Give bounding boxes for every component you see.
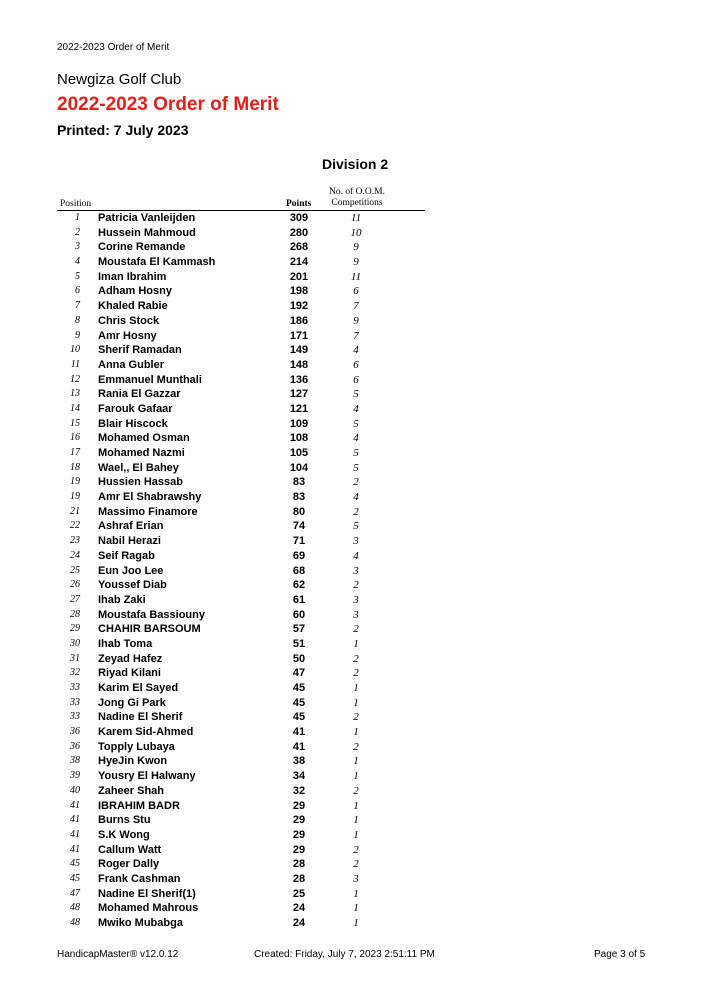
position-cell: 12	[70, 373, 80, 385]
table-row	[0, 666, 707, 681]
competitions-cell: 11	[350, 270, 362, 283]
player-name-cell: Karim El Sayed	[98, 682, 179, 694]
competitions-cell: 1	[353, 637, 359, 650]
competitions-cell: 3	[353, 535, 359, 548]
competitions-cell: 1	[353, 726, 359, 739]
table-row	[0, 519, 707, 534]
position-cell: 38	[70, 755, 80, 767]
table-row	[0, 226, 707, 241]
points-cell: 83	[292, 491, 306, 504]
competitions-cell: 2	[353, 667, 359, 680]
position-cell: 27	[70, 593, 80, 605]
column-header-position: Position	[60, 199, 92, 209]
table-row	[0, 901, 707, 916]
table-row	[0, 710, 707, 725]
player-name-cell: Hussien Hassab	[98, 476, 183, 489]
player-name-cell: Nadine El Sherif	[98, 711, 183, 724]
competitions-cell: 1	[353, 799, 359, 812]
position-cell: 36	[70, 726, 80, 738]
table-row	[0, 578, 707, 593]
table-row	[0, 608, 707, 623]
competitions-cell: 2	[353, 843, 359, 856]
table-row	[0, 461, 707, 476]
points-cell: 268	[289, 241, 309, 254]
player-name-cell: Zeyad Hafez	[98, 652, 163, 665]
player-name-cell: Youssef Diab	[98, 579, 167, 592]
points-cell: 32	[292, 784, 306, 797]
player-name-cell: Yousry El Halwany	[98, 770, 196, 783]
competitions-cell: 9	[353, 314, 359, 327]
report-title: 2022-2023 Order of Merit	[57, 94, 279, 115]
competitions-cell: 2	[353, 858, 359, 871]
standings-table	[0, 211, 707, 931]
player-name-cell: Hussein Mahmoud	[98, 226, 196, 239]
points-cell: 41	[292, 740, 306, 753]
points-cell: 201	[289, 270, 309, 283]
points-cell: 148	[289, 358, 309, 371]
player-name-cell: Khaled Rabie	[98, 300, 168, 313]
points-cell: 24	[292, 917, 306, 929]
points-cell: 47	[292, 667, 306, 680]
table-row	[0, 916, 707, 931]
position-cell: 23	[70, 535, 80, 547]
points-cell: 34	[292, 770, 306, 783]
points-cell: 28	[292, 858, 306, 871]
table-row	[0, 593, 707, 608]
table-row	[0, 725, 707, 740]
competitions-cell: 2	[353, 623, 359, 636]
points-cell: 121	[289, 402, 309, 415]
table-row	[0, 314, 707, 329]
position-cell: 13	[70, 388, 80, 400]
player-name-cell: Topply Lubaya	[98, 740, 175, 753]
points-cell: 24	[292, 902, 306, 915]
competitions-cell: 5	[353, 417, 359, 430]
player-name-cell: CHAHIR BARSOUM	[98, 623, 201, 636]
position-cell: 33	[70, 682, 80, 693]
points-cell: 74	[292, 520, 306, 533]
position-cell: 10	[70, 344, 80, 356]
position-cell: 17	[70, 447, 80, 458]
table-row	[0, 373, 707, 388]
division-heading: Division 2	[322, 156, 389, 172]
competitions-cell: 10	[350, 226, 362, 239]
table-row	[0, 284, 707, 299]
competitions-cell: 9	[353, 241, 359, 254]
competitions-cell: 1	[353, 755, 359, 768]
position-cell: 45	[70, 858, 80, 870]
footer-page-number: Page 3 of 5	[594, 949, 646, 960]
points-cell: 29	[292, 828, 306, 841]
competitions-cell: 1	[353, 828, 359, 841]
position-cell: 8	[75, 314, 80, 326]
table-row	[0, 681, 707, 696]
points-cell: 25	[292, 887, 306, 900]
table-row	[0, 417, 707, 432]
competitions-cell: 2	[353, 579, 359, 592]
player-name-cell: Ihab Zaki	[98, 593, 146, 606]
player-name-cell: Sherif Ramadan	[98, 344, 182, 357]
competitions-cell: 3	[353, 608, 359, 621]
position-cell: 15	[70, 417, 80, 429]
competitions-cell: 1	[353, 917, 359, 929]
points-cell: 69	[292, 549, 306, 562]
table-row	[0, 564, 707, 579]
table-row	[0, 637, 707, 652]
player-name-cell: Wael,, El Bahey	[98, 461, 179, 474]
points-cell: 68	[292, 564, 306, 577]
table-row	[0, 270, 707, 285]
points-cell: 80	[292, 505, 306, 518]
column-header-competitions	[322, 187, 392, 209]
player-name-cell: Burns Stu	[98, 814, 151, 827]
competitions-cell: 2	[353, 784, 359, 797]
table-row	[0, 549, 707, 564]
player-name-cell: Zaheer Shah	[98, 784, 165, 797]
competitions-cell: 2	[353, 711, 359, 724]
competitions-cell: 5	[353, 447, 359, 459]
table-row	[0, 872, 707, 887]
position-cell: 4	[75, 256, 80, 268]
competitions-cell: 4	[353, 344, 359, 357]
table-row	[0, 431, 707, 446]
position-cell: 1	[75, 212, 80, 223]
points-cell: 29	[292, 843, 306, 856]
competitions-cell: 4	[353, 432, 359, 445]
competitions-cell: 11	[350, 212, 362, 224]
points-cell: 214	[289, 256, 309, 269]
competitions-cell: 3	[353, 593, 359, 606]
player-name-cell: Frank Cashman	[98, 872, 181, 885]
competitions-cell: 2	[353, 740, 359, 753]
position-cell: 19	[70, 491, 80, 503]
position-cell: 28	[70, 608, 80, 620]
table-row	[0, 784, 707, 799]
table-row	[0, 255, 707, 270]
table-row	[0, 652, 707, 667]
player-name-cell: HyeJin Kwon	[98, 755, 168, 768]
footer-software: HandicapMaster® v12.0.12	[57, 949, 179, 960]
competitions-cell: 5	[353, 388, 359, 401]
points-cell: 38	[292, 755, 306, 768]
table-row	[0, 475, 707, 490]
player-name-cell: Amr Hosny	[98, 329, 157, 342]
competitions-cell: 4	[353, 491, 359, 504]
position-cell: 2	[75, 226, 80, 238]
table-row	[0, 843, 707, 858]
player-name-cell: Patricia Vanleijden	[98, 212, 196, 224]
position-cell: 22	[70, 520, 80, 532]
player-name-cell: Roger Dally	[98, 858, 160, 871]
points-cell: 28	[292, 872, 306, 885]
competitions-cell: 3	[353, 564, 359, 577]
table-row	[0, 740, 707, 755]
table-row	[0, 857, 707, 872]
competitions-cell: 9	[353, 256, 359, 269]
points-cell: 198	[289, 285, 309, 298]
player-name-cell: Mohamed Osman	[98, 432, 190, 445]
printed-date: Printed: 7 July 2023	[57, 122, 189, 138]
competitions-cell: 2	[353, 505, 359, 518]
competitions-cell: 1	[353, 814, 359, 827]
position-cell: 6	[75, 285, 80, 297]
table-row	[0, 299, 707, 314]
points-cell: 309	[289, 212, 309, 224]
player-name-cell: IBRAHIM BADR	[98, 799, 180, 812]
points-cell: 61	[292, 593, 306, 606]
table-row	[0, 534, 707, 549]
competitions-cell: 6	[353, 285, 359, 298]
competitions-cell: 2	[353, 652, 359, 665]
footer-created: Created: Friday, July 7, 2023 2:51:11 PM	[254, 949, 435, 960]
position-cell: 40	[70, 784, 80, 796]
points-cell: 50	[292, 652, 306, 665]
table-row	[0, 813, 707, 828]
position-cell: 48	[70, 917, 80, 928]
position-cell: 41	[70, 814, 80, 826]
competitions-cell: 2	[353, 476, 359, 489]
points-cell: 51	[292, 637, 306, 650]
points-cell: 171	[289, 329, 309, 342]
competitions-cell: 3	[353, 872, 359, 885]
player-name-cell: Mohamed Mahrous	[98, 902, 199, 915]
competitions-cell: 1	[353, 902, 359, 915]
points-cell: 104	[289, 461, 309, 474]
points-cell: 83	[292, 476, 306, 489]
points-cell: 45	[292, 682, 306, 694]
competitions-cell: 1	[353, 770, 359, 783]
points-cell: 186	[289, 314, 309, 327]
player-name-cell: Iman Ibrahim	[98, 270, 167, 283]
player-name-cell: Ihab Toma	[98, 637, 153, 650]
competitions-cell: 4	[353, 549, 359, 562]
position-cell: 24	[70, 549, 80, 561]
points-cell: 57	[292, 623, 306, 636]
position-cell: 32	[70, 667, 80, 679]
table-row	[0, 446, 707, 461]
position-cell: 14	[70, 402, 80, 414]
player-name-cell: Jong Gi Park	[98, 696, 166, 709]
table-row	[0, 387, 707, 402]
position-cell: 33	[70, 711, 80, 723]
club-name: Newgiza Golf Club	[57, 71, 182, 88]
points-cell: 192	[289, 300, 309, 313]
competitions-cell: 5	[353, 520, 359, 533]
position-cell: 18	[70, 461, 80, 473]
table-row	[0, 343, 707, 358]
points-cell: 280	[289, 226, 309, 239]
player-name-cell: Emmanuel Munthali	[98, 373, 202, 386]
player-name-cell: Blair Hiscock	[98, 417, 168, 430]
column-header-competitions-line1: No. of O.O.M.	[329, 187, 385, 197]
points-cell: 136	[289, 373, 309, 386]
player-name-cell: Mwiko Mubabga	[98, 917, 183, 929]
table-row	[0, 622, 707, 637]
position-cell: 30	[70, 637, 80, 649]
table-row	[0, 240, 707, 255]
table-row	[0, 490, 707, 505]
competitions-cell: 5	[353, 461, 359, 474]
position-cell: 41	[70, 843, 80, 855]
table-row	[0, 696, 707, 711]
points-cell: 60	[292, 608, 306, 621]
player-name-cell: Farouk Gafaar	[98, 402, 173, 415]
points-cell: 41	[292, 726, 306, 739]
player-name-cell: Karem Sid-Ahmed	[98, 726, 194, 739]
table-row	[0, 358, 707, 373]
player-name-cell: Callum Watt	[98, 843, 162, 856]
player-name-cell: Adham Hosny	[98, 285, 172, 298]
player-name-cell: Rania El Gazzar	[98, 388, 181, 401]
position-cell: 36	[70, 740, 80, 752]
player-name-cell: Nabil Herazi	[98, 535, 161, 548]
table-row	[0, 402, 707, 417]
position-cell: 16	[70, 432, 80, 444]
competitions-cell: 7	[353, 329, 359, 342]
player-name-cell: S.K Wong	[98, 828, 150, 841]
player-name-cell: Nadine El Sherif(1)	[98, 887, 196, 900]
column-header-points: Points	[286, 199, 312, 209]
points-cell: 109	[289, 417, 309, 430]
player-name-cell: Anna Gubler	[98, 358, 165, 371]
player-name-cell: Chris Stock	[98, 314, 160, 327]
position-cell: 47	[70, 887, 80, 899]
points-cell: 127	[289, 388, 309, 401]
points-cell: 108	[289, 432, 309, 445]
position-cell: 7	[75, 300, 80, 312]
competitions-cell: 1	[353, 696, 359, 709]
position-cell: 5	[75, 270, 80, 282]
table-row	[0, 505, 707, 520]
table-row	[0, 799, 707, 814]
player-name-cell: Eun Joo Lee	[98, 564, 164, 577]
position-cell: 26	[70, 579, 80, 591]
competitions-cell: 6	[353, 373, 359, 386]
table-row	[0, 329, 707, 344]
position-cell: 19	[70, 476, 80, 488]
points-cell: 45	[292, 696, 306, 709]
column-header-competitions-line2: Competitions	[331, 198, 383, 208]
competitions-cell: 6	[353, 358, 359, 371]
position-cell: 21	[70, 505, 80, 517]
player-name-cell: Moustafa Bassiouny	[98, 608, 205, 621]
points-cell: 149	[289, 344, 309, 357]
competitions-cell: 1	[353, 682, 359, 694]
table-row	[0, 828, 707, 843]
position-cell: 48	[70, 902, 80, 914]
player-name-cell: Massimo Finamore	[98, 505, 198, 518]
position-cell: 9	[75, 329, 80, 341]
player-name-cell: Mohamed Nazmi	[98, 447, 185, 459]
player-name-cell: Corine Remande	[98, 241, 186, 254]
table-row	[0, 769, 707, 784]
points-cell: 62	[292, 579, 306, 592]
points-cell: 71	[292, 535, 306, 548]
player-name-cell: Ashraf Erian	[98, 520, 164, 533]
player-name-cell: Seif Ragab	[98, 549, 155, 562]
player-name-cell: Amr El Shabrawshy	[98, 491, 202, 504]
position-cell: 31	[70, 652, 80, 664]
player-name-cell: Moustafa El Kammash	[98, 256, 216, 269]
position-cell: 11	[70, 358, 80, 370]
points-cell: 105	[289, 447, 309, 459]
points-cell: 45	[292, 711, 306, 724]
position-cell: 41	[70, 799, 80, 811]
player-name-cell: Riyad Kilani	[98, 667, 161, 680]
competitions-cell: 7	[353, 300, 359, 313]
points-cell: 29	[292, 814, 306, 827]
position-cell: 3	[75, 241, 80, 253]
position-cell: 41	[70, 828, 80, 840]
page-running-header: 2022-2023 Order of Merit	[57, 42, 170, 53]
competitions-cell: 1	[353, 887, 359, 900]
position-cell: 25	[70, 564, 80, 576]
table-row	[0, 211, 707, 226]
position-cell: 45	[70, 872, 80, 884]
table-row	[0, 754, 707, 769]
competitions-cell: 4	[353, 402, 359, 415]
points-cell: 29	[292, 799, 306, 812]
position-cell: 33	[70, 696, 80, 708]
position-cell: 29	[70, 623, 80, 635]
table-row	[0, 887, 707, 902]
position-cell: 39	[70, 770, 80, 782]
